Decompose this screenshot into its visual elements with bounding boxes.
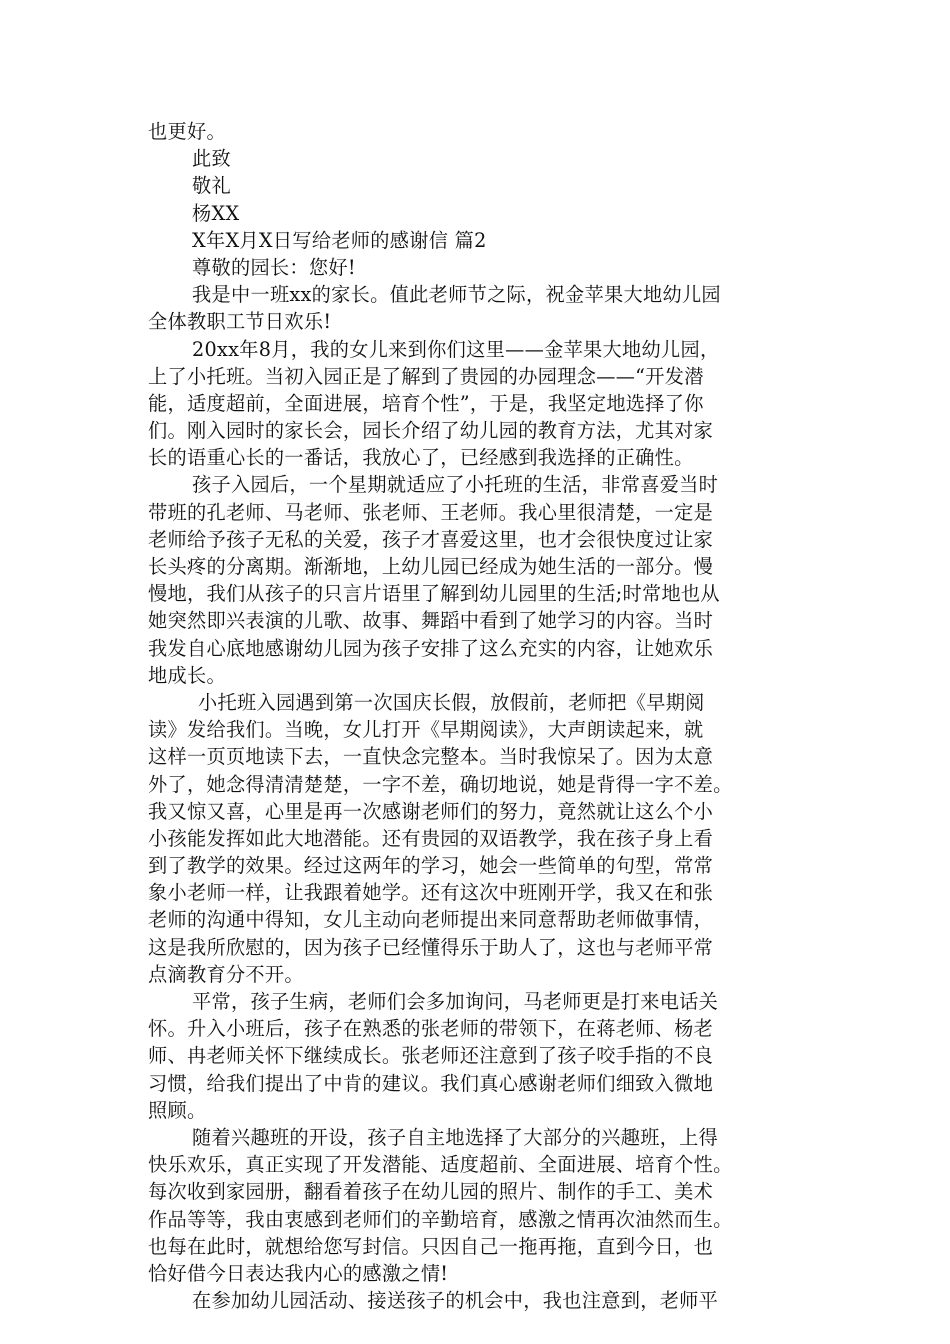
text-line: 老师的沟通中得知，女儿主动向老师提出来同意帮助老师做事情， bbox=[148, 908, 714, 932]
text-line: 小孩能发挥如此大地潜能。还有贵园的双语教学，我在孩子身上看 bbox=[148, 826, 714, 850]
text-line: 慢地，我们从孩子的只言片语里了解到幼儿园里的生活;时常地也从 bbox=[148, 582, 720, 606]
text-line: 作品等等，我由衷感到老师们的辛勤培育，感激之情再次油然而生。 bbox=[148, 1207, 733, 1231]
text-line: 这是我所欣慰的，因为孩子已经懂得乐于助人了，这也与老师平常 bbox=[148, 935, 714, 959]
text-line: 能，适度超前，全面进展，培育个性”，于是，我坚定地选择了你 bbox=[148, 391, 704, 415]
text-line: 老师给予孩子无私的关爱，孩子才喜爱这里，也才会很快度过让家 bbox=[148, 527, 714, 551]
text-line: 们。刚入园时的家长会，园长介绍了幼儿园的教育方法，尤其对家 bbox=[148, 419, 714, 443]
text-line: 也每在此时，就想给您写封信。只因自己一拖再拖，直到今日，也 bbox=[148, 1234, 714, 1258]
text-line: 点滴教育分不开。 bbox=[148, 962, 304, 986]
text-line: 杨XX bbox=[192, 201, 240, 225]
text-line: 上了小托班。当初入园正是了解到了贵园的办园理念——“开发潜 bbox=[148, 364, 704, 388]
text-line: 此致 bbox=[192, 147, 231, 171]
text-line: 快乐欢乐，真正实现了开发潜能、适度超前、全面进展、培育个性。 bbox=[148, 1153, 733, 1177]
text-line: 习惯，给我们提出了中肯的建议。我们真心感谢老师们细致入微地 bbox=[148, 1071, 714, 1095]
text-line: 到了教学的效果。经过这两年的学习，她会一些简单的句型，常常 bbox=[148, 854, 714, 878]
text-line: 尊敬的园长：您好! bbox=[192, 255, 356, 279]
text-line: 带班的孔老师、马老师、张老师、王老师。我心里很清楚，一定是 bbox=[148, 500, 714, 524]
text-line: 外了，她念得清清楚楚，一字不差，确切地说，她是背得一字不差。 bbox=[148, 772, 733, 796]
text-line: 怀。升入小班后，孩子在熟悉的张老师的带领下，在蒋老师、杨老 bbox=[148, 1017, 714, 1041]
text-line: 在参加幼儿园活动、接送孩子的机会中，我也注意到，老师平 bbox=[192, 1289, 719, 1313]
text-line: 每次收到家园册，翻看着孩子在幼儿园的照片、制作的手工、美术 bbox=[148, 1180, 714, 1204]
text-line: 我是中一班xx的家长。值此老师节之际，祝金苹果大地幼儿园 bbox=[192, 283, 721, 307]
text-line: X年X月X日写给老师的感谢信 篇2 bbox=[192, 228, 487, 252]
text-line: 师、冉老师关怀下继续成长。张老师还注意到了孩子咬手指的不良 bbox=[148, 1044, 714, 1068]
text-line: 读》发给我们。当晚，女儿打开《早期阅读》，大声朗读起来，就 bbox=[148, 718, 704, 742]
text-line: 长的语重心长的一番话，我放心了，已经感到我选择的正确性。 bbox=[148, 446, 694, 470]
text-line: 也更好。 bbox=[148, 120, 226, 143]
text-line: 象小老师一样，让我跟着她学。还有这次中班刚开学，我又在和张 bbox=[148, 881, 714, 905]
text-line: 照顾。 bbox=[148, 1098, 207, 1122]
text-line: 恰好借今日表达我内心的感激之情! bbox=[148, 1261, 449, 1285]
text-line: 长头疼的分离期。渐渐地，上幼儿园已经成为她生活的一部分。慢 bbox=[148, 555, 714, 578]
text-line: 我发自心底地感谢幼儿园为孩子安排了这么充实的内容，让她欢乐 bbox=[148, 636, 714, 660]
text-line: 这样一页页地读下去，一直快念完整本。当时我惊呆了。因为太意 bbox=[148, 745, 714, 769]
text-line: 她突然即兴表演的儿歌、故事、舞蹈中看到了她学习的内容。当时 bbox=[148, 609, 714, 633]
text-line: 平常，孩子生病，老师们会多加询问，马老师更是打来电话关 bbox=[192, 990, 719, 1013]
text-line: 敬礼 bbox=[192, 174, 231, 198]
text-line: 全体教职工节日欢乐! bbox=[148, 310, 332, 334]
text-line: 小托班入园遇到第一次国庆长假，放假前，老师把《早期阅 bbox=[198, 690, 705, 714]
text-line: 我又惊又喜，心里是再一次感谢老师们的努力，竟然就让这么个小 bbox=[148, 799, 714, 823]
text-line: 孩子入园后，一个星期就适应了小托班的生活，非常喜爱当时 bbox=[192, 473, 719, 497]
text-line: 地成长。 bbox=[148, 663, 226, 687]
document-page bbox=[148, 118, 808, 1314]
text-line: 随着兴趣班的开设，孩子自主地选择了大部分的兴趣班，上得 bbox=[192, 1125, 719, 1149]
text-line: 20xx年8月，我的女儿来到你们这里——金苹果大地幼儿园， bbox=[192, 337, 720, 361]
